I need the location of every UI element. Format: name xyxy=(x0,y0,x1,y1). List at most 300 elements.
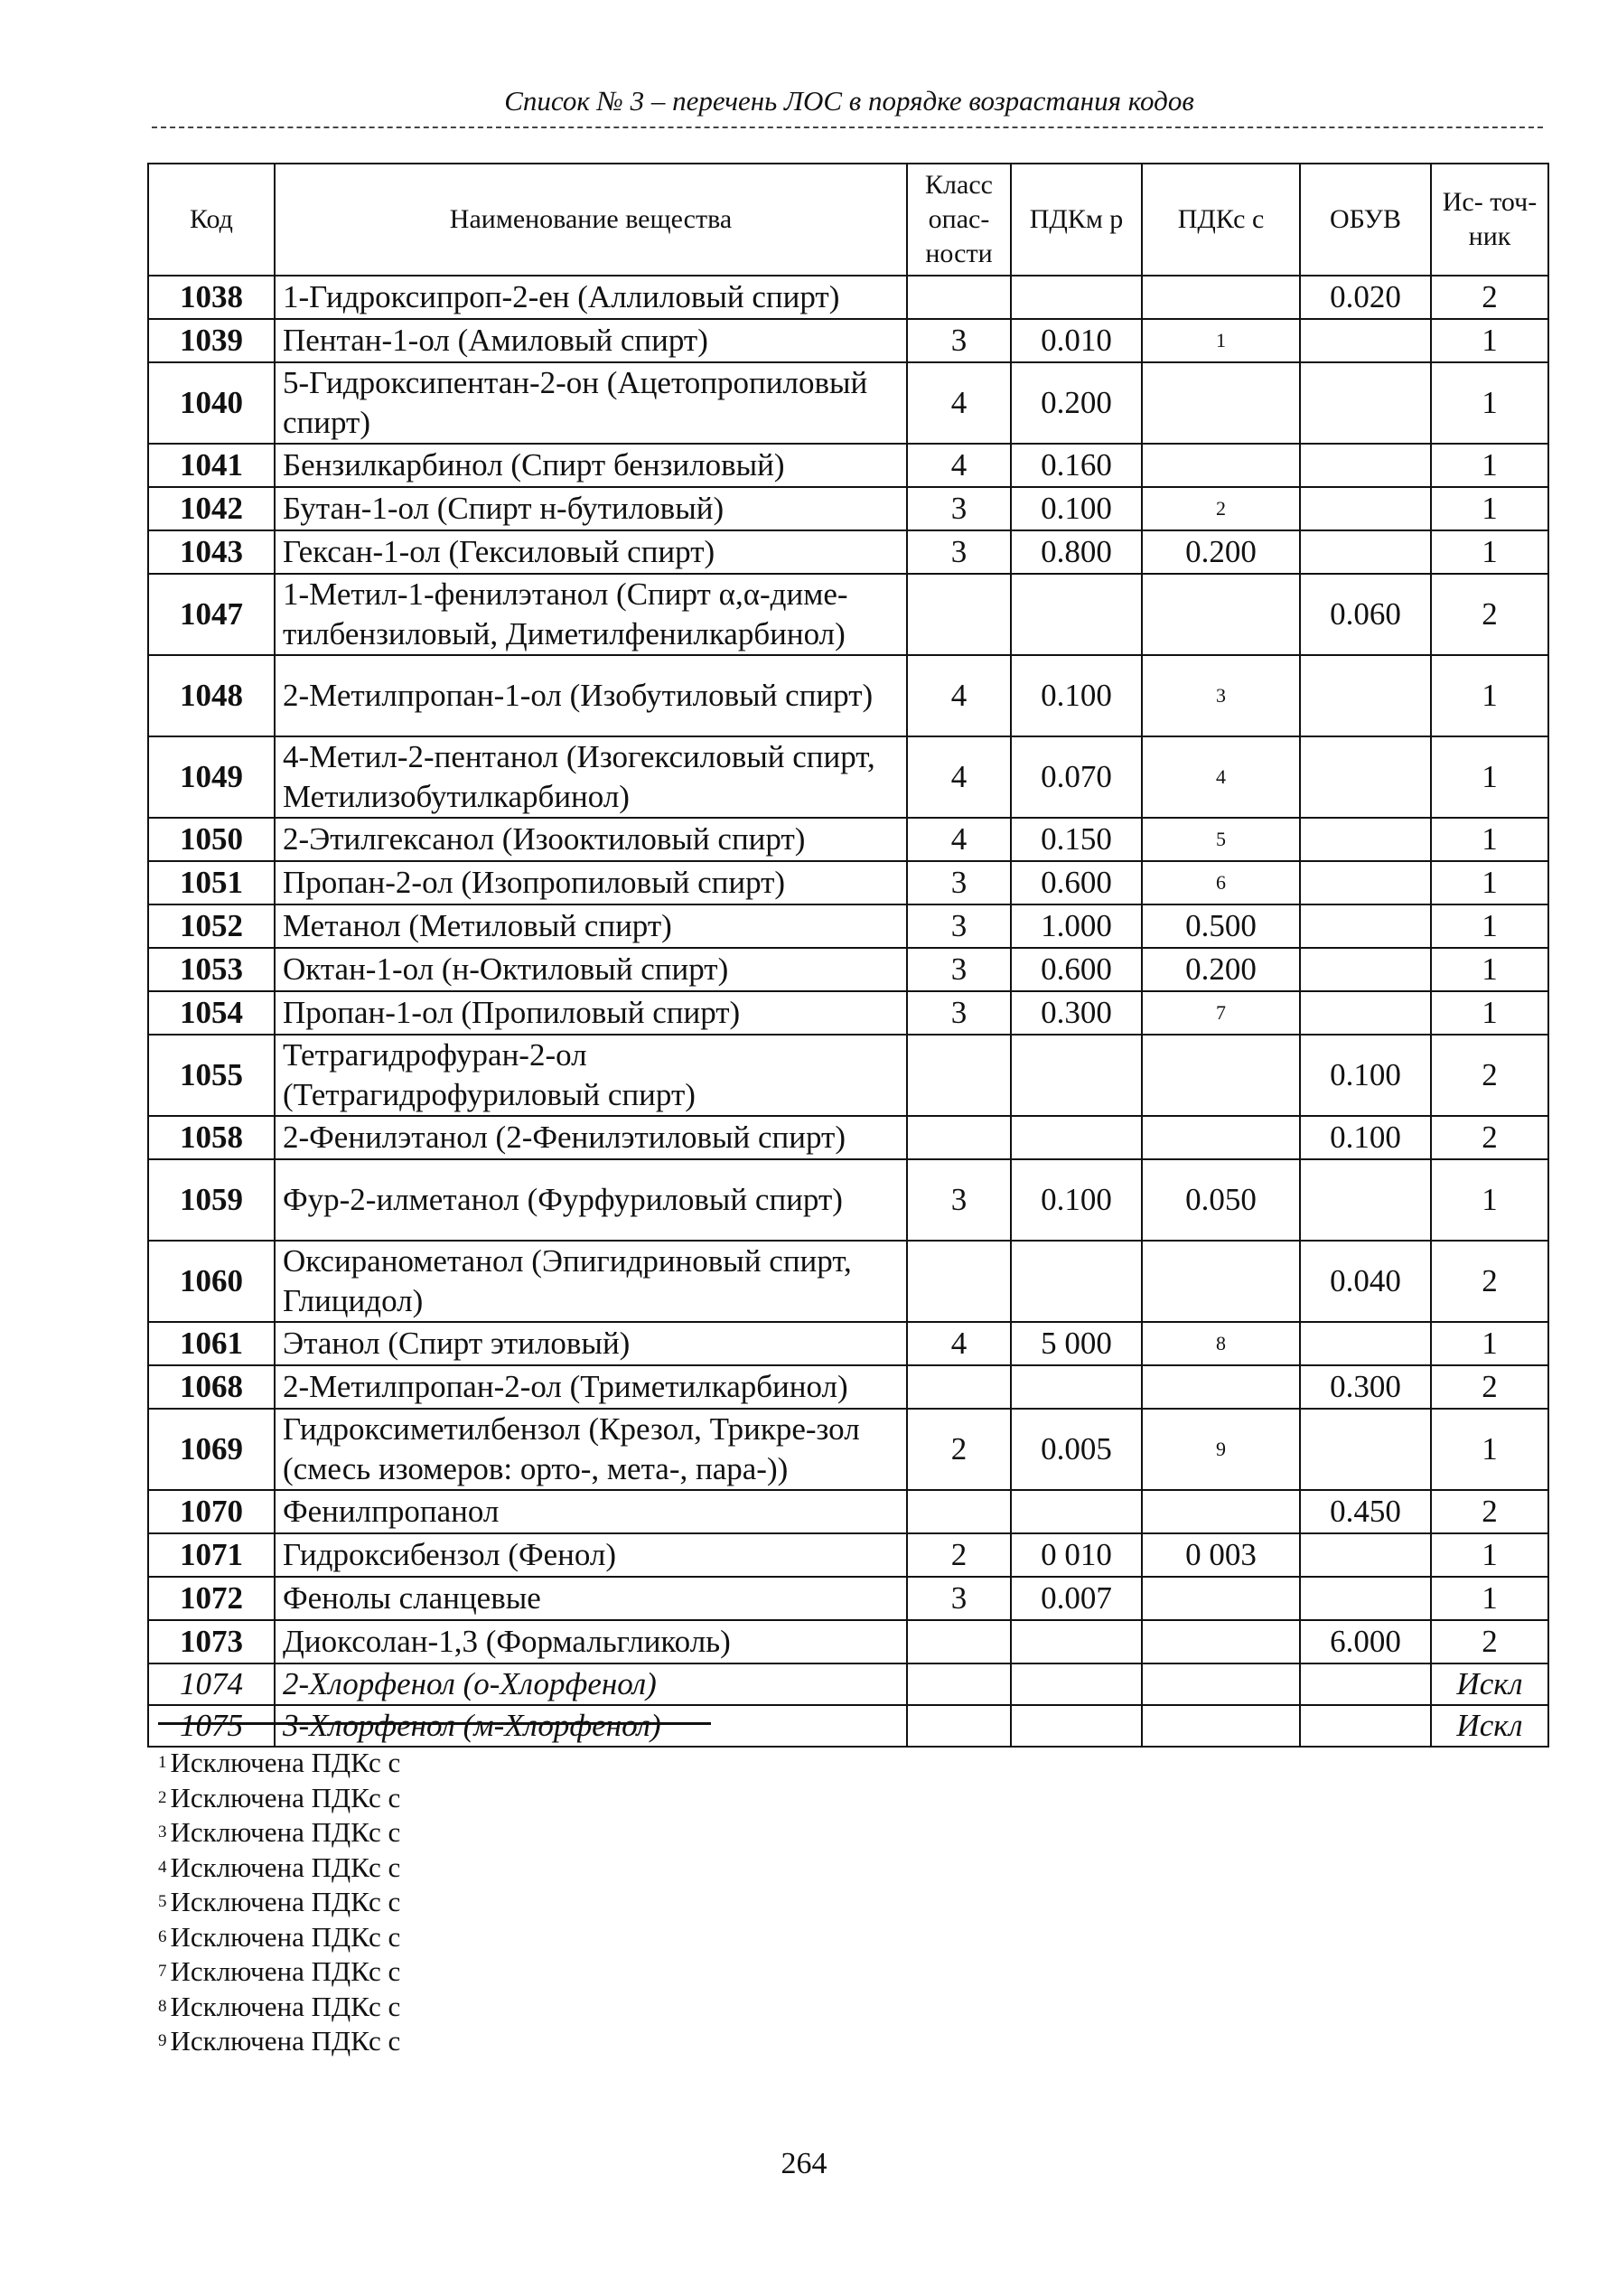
col-header-pdk-ss: ПДКс с xyxy=(1142,164,1300,276)
cell-text: 4 xyxy=(950,385,968,420)
table-row xyxy=(148,1533,1548,1577)
cell-name xyxy=(275,444,907,487)
cell-text: 0.100 xyxy=(1041,1182,1112,1217)
cell-text: 0.150 xyxy=(1041,821,1112,857)
cell-text: 0.300 xyxy=(1330,1369,1401,1404)
cell-text: 1 xyxy=(1482,908,1498,943)
cell-text: Фенилпропанол xyxy=(283,1494,500,1529)
cell-text: 1 xyxy=(1482,865,1498,900)
footnote-number: 2 xyxy=(158,1787,167,1807)
cell-pdk-mr xyxy=(1011,487,1142,530)
cell-obuv xyxy=(1300,991,1431,1035)
cell-source xyxy=(1431,861,1548,904)
cell-hazard xyxy=(907,1409,1011,1490)
cell-pdk-ss xyxy=(1142,655,1300,736)
cell-source xyxy=(1431,1241,1548,1322)
footnote xyxy=(158,1990,400,2025)
cell-text: 0.040 xyxy=(1330,1263,1401,1298)
col-header-hazard: Класс опас- ности xyxy=(907,164,1011,276)
cell-text: 1071 xyxy=(180,1537,243,1572)
cell-text: 0 010 xyxy=(1041,1537,1112,1572)
cell-name xyxy=(275,362,907,444)
cell-text: 1070 xyxy=(180,1494,243,1529)
table-row xyxy=(148,1035,1548,1116)
cell-pdk-mr xyxy=(1011,861,1142,904)
cell-hazard xyxy=(907,1533,1011,1577)
cell-source xyxy=(1431,362,1548,444)
cell-code xyxy=(148,1663,275,1705)
cell-hazard xyxy=(907,1035,1011,1116)
cell-obuv xyxy=(1300,1577,1431,1620)
table-row xyxy=(148,1490,1548,1533)
cell-text: 1060 xyxy=(180,1263,243,1298)
cell-pdk-mr xyxy=(1011,362,1142,444)
cell-hazard xyxy=(907,1322,1011,1365)
cell-source xyxy=(1431,1365,1548,1409)
cell-text: 1 xyxy=(1482,678,1498,713)
footnote-number: 5 xyxy=(158,1892,167,1911)
cell-text: 1041 xyxy=(180,447,243,483)
cell-hazard xyxy=(907,1663,1011,1705)
cell-source xyxy=(1431,1620,1548,1663)
cell-code xyxy=(148,487,275,530)
table-row xyxy=(148,736,1548,818)
cell-hazard xyxy=(907,1577,1011,1620)
cell-text: 1053 xyxy=(180,951,243,987)
cell-name xyxy=(275,991,907,1035)
cell-text: 1 xyxy=(1482,323,1498,358)
cell-text: 0.100 xyxy=(1041,678,1112,713)
cell-pdk-mr xyxy=(1011,736,1142,818)
cell-hazard xyxy=(907,444,1011,487)
cell-source xyxy=(1431,1577,1548,1620)
cell-text: 1 xyxy=(1482,491,1498,526)
cell-hazard xyxy=(907,1490,1011,1533)
cell-obuv xyxy=(1300,530,1431,574)
cell-text: 2-Метилпропан-1-ол (Изобутиловый спирт) xyxy=(283,678,874,713)
table-row xyxy=(148,444,1548,487)
cell-text: Диоксолан-1,3 (Формальгликоль) xyxy=(283,1624,731,1659)
cell-code xyxy=(148,1490,275,1533)
cell-text: 2 xyxy=(1482,279,1498,314)
cell-code xyxy=(148,1409,275,1490)
cell-name xyxy=(275,276,907,319)
cell-name xyxy=(275,818,907,861)
cell-obuv xyxy=(1300,655,1431,736)
cell-text: 2-Фенилэтанол (2-Фенилэтиловый спирт) xyxy=(283,1120,846,1155)
footnote-ref: 5 xyxy=(1216,828,1226,850)
cell-text: 0.050 xyxy=(1185,1182,1257,1217)
cell-text: 1051 xyxy=(180,865,243,900)
table-row xyxy=(148,1663,1548,1705)
footnote-number: 9 xyxy=(158,2031,167,2050)
cell-hazard xyxy=(907,818,1011,861)
cell-name xyxy=(275,1533,907,1577)
cell-text: Бутан-1-ол (Спирт н-бутиловый) xyxy=(283,491,725,526)
footnotes xyxy=(158,1746,400,2059)
footnote xyxy=(158,1815,400,1851)
cell-hazard xyxy=(907,861,1011,904)
cell-text: Пропан-2-ол (Изопропиловый спирт) xyxy=(283,865,786,900)
cell-hazard xyxy=(907,736,1011,818)
cell-pdk-mr xyxy=(1011,530,1142,574)
table-row xyxy=(148,1365,1548,1409)
cell-text: 0.060 xyxy=(1330,596,1401,632)
cell-hazard xyxy=(907,1241,1011,1322)
cell-code xyxy=(148,904,275,948)
cell-pdk-ss xyxy=(1142,948,1300,991)
cell-pdk-mr xyxy=(1011,1577,1142,1620)
cell-pdk-ss xyxy=(1142,530,1300,574)
footnote-number: 3 xyxy=(158,1823,167,1841)
cell-text: 0.100 xyxy=(1041,491,1112,526)
footnote-ref: 2 xyxy=(1216,497,1226,520)
cell-text: 3 xyxy=(950,951,968,987)
cell-text: 0.300 xyxy=(1041,995,1112,1030)
cell-text: 0.450 xyxy=(1330,1494,1401,1529)
cell-source xyxy=(1431,991,1548,1035)
footnote-text: Исключена ПДКс с xyxy=(170,1816,401,1848)
cell-name xyxy=(275,1577,907,1620)
table-row xyxy=(148,530,1548,574)
cell-pdk-mr xyxy=(1011,1620,1142,1663)
cell-name xyxy=(275,1241,907,1322)
cell-name xyxy=(275,574,907,655)
table-row xyxy=(148,1116,1548,1159)
cell-text: 1 xyxy=(1482,759,1498,794)
cell-text: 3 xyxy=(950,908,968,943)
cell-pdk-ss xyxy=(1142,1035,1300,1116)
cell-pdk-mr xyxy=(1011,1490,1142,1533)
cell-obuv xyxy=(1300,1241,1431,1322)
cell-name xyxy=(275,1365,907,1409)
cell-text: Фур-2-илметанол (Фурфуриловый спирт) xyxy=(283,1182,843,1217)
table-row xyxy=(148,574,1548,655)
table-row xyxy=(148,319,1548,362)
cell-obuv xyxy=(1300,362,1431,444)
table-row xyxy=(148,362,1548,444)
header-rule xyxy=(152,127,1543,128)
table-row xyxy=(148,904,1548,948)
cell-text: 4 xyxy=(950,447,968,483)
footnote-number: 4 xyxy=(158,1857,167,1877)
cell-pdk-ss xyxy=(1142,1241,1300,1322)
cell-pdk-mr xyxy=(1011,1116,1142,1159)
cell-source xyxy=(1431,487,1548,530)
footnote-number: 7 xyxy=(158,1962,167,1981)
cell-text: Тетрагидрофуран-2-ол (Тетрагидрофуриловый спирт) xyxy=(283,1037,696,1112)
cell-text: Гидроксиметилбензол (Крезол, Трикре-зол (смесь изомеров: орто-, мета-, пара-)) xyxy=(283,1411,860,1486)
cell-text: 4 xyxy=(950,1326,968,1361)
table-row xyxy=(148,1409,1548,1490)
footnote-ref: 3 xyxy=(1216,684,1226,707)
footnote-text: Исключена ПДКс с xyxy=(170,1747,401,1778)
table-row xyxy=(148,948,1548,991)
cell-text: 2 xyxy=(950,1431,968,1467)
cell-pdk-ss xyxy=(1142,1533,1300,1577)
cell-source xyxy=(1431,818,1548,861)
cell-pdk-mr xyxy=(1011,1533,1142,1577)
cell-code xyxy=(148,948,275,991)
cell-code xyxy=(148,991,275,1035)
cell-text: 1061 xyxy=(180,1326,243,1361)
cell-hazard xyxy=(907,1620,1011,1663)
cell-obuv xyxy=(1300,1705,1431,1747)
cell-text: Октан-1-ол (н-Октиловый спирт) xyxy=(283,951,729,987)
cell-source xyxy=(1431,1663,1548,1705)
cell-hazard xyxy=(907,904,1011,948)
cell-pdk-ss xyxy=(1142,574,1300,655)
footnote-text: Исключена ПДКс с xyxy=(170,1886,401,1917)
cell-hazard xyxy=(907,574,1011,655)
cell-text: 0.005 xyxy=(1041,1431,1112,1467)
cell-text: 0.020 xyxy=(1330,279,1401,314)
cell-text: Метанол (Метиловый спирт) xyxy=(283,908,672,943)
cell-text: 1043 xyxy=(180,534,243,569)
cell-text: 0.010 xyxy=(1041,323,1112,358)
col-header-source: Ис- точ- ник xyxy=(1431,164,1548,276)
cell-source xyxy=(1431,574,1548,655)
cell-name xyxy=(275,487,907,530)
table-row xyxy=(148,487,1548,530)
cell-pdk-ss xyxy=(1142,904,1300,948)
cell-text: 3 xyxy=(950,1182,968,1217)
cell-obuv xyxy=(1300,1620,1431,1663)
cell-text: 1 xyxy=(1482,951,1498,987)
cell-text: 1068 xyxy=(180,1369,243,1404)
cell-obuv xyxy=(1300,948,1431,991)
cell-text: 1 xyxy=(1482,447,1498,483)
cell-text: 2 xyxy=(1482,596,1498,632)
cell-code xyxy=(148,530,275,574)
table-row xyxy=(148,818,1548,861)
cell-text: 0.200 xyxy=(1185,534,1257,569)
cell-name xyxy=(275,861,907,904)
cell-source xyxy=(1431,276,1548,319)
cell-text: 4 xyxy=(950,759,968,794)
cell-name xyxy=(275,1490,907,1533)
cell-name xyxy=(275,1322,907,1365)
cell-hazard xyxy=(907,319,1011,362)
cell-text: 2-Хлорфенол (о-Хлорфенол) xyxy=(283,1666,657,1701)
cell-text: 6.000 xyxy=(1330,1624,1401,1659)
cell-text: 0.800 xyxy=(1041,534,1112,569)
cell-pdk-mr xyxy=(1011,948,1142,991)
cell-source xyxy=(1431,1705,1548,1747)
cell-text: 1042 xyxy=(180,491,243,526)
cell-text: 1 xyxy=(1482,995,1498,1030)
cell-text: 0.600 xyxy=(1041,951,1112,987)
cell-text: 2 xyxy=(1482,1263,1498,1298)
table-header-row xyxy=(148,164,1548,276)
cell-source xyxy=(1431,1533,1548,1577)
cell-hazard xyxy=(907,487,1011,530)
cell-code xyxy=(148,1705,275,1747)
cell-text: 3 xyxy=(950,534,968,569)
cell-code xyxy=(148,655,275,736)
footnote xyxy=(158,1920,400,1955)
cell-source xyxy=(1431,444,1548,487)
cell-pdk-ss xyxy=(1142,1705,1300,1747)
cell-pdk-mr xyxy=(1011,1663,1142,1705)
cell-name xyxy=(275,319,907,362)
cell-text: 2 xyxy=(950,1537,968,1572)
cell-name xyxy=(275,1705,907,1747)
cell-code xyxy=(148,1533,275,1577)
cell-code xyxy=(148,861,275,904)
cell-obuv xyxy=(1300,444,1431,487)
cell-source xyxy=(1431,1035,1548,1116)
cell-text: Бензилкарбинол (Спирт бензиловый) xyxy=(283,447,785,483)
cell-name xyxy=(275,1663,907,1705)
footnote-ref: 6 xyxy=(1216,871,1226,894)
cell-text: 5-Гидроксипентан-2-он (Ацетопропиловый спирт) xyxy=(283,365,868,440)
cell-name xyxy=(275,736,907,818)
cell-text: 4 xyxy=(950,821,968,857)
cell-text: 0.600 xyxy=(1041,865,1112,900)
cell-name xyxy=(275,948,907,991)
cell-text: 1 xyxy=(1482,1326,1498,1361)
col-header-obuv: ОБУВ xyxy=(1300,164,1431,276)
cell-name xyxy=(275,1116,907,1159)
footnote-number: 1 xyxy=(158,1753,167,1772)
footnote xyxy=(158,1746,400,1781)
table-row xyxy=(148,1241,1548,1322)
cell-text: 1.000 xyxy=(1041,908,1112,943)
cell-obuv xyxy=(1300,319,1431,362)
cell-name xyxy=(275,1035,907,1116)
cell-pdk-ss xyxy=(1142,487,1300,530)
cell-text: 1 xyxy=(1482,1537,1498,1572)
cell-pdk-mr xyxy=(1011,991,1142,1035)
cell-source xyxy=(1431,948,1548,991)
cell-text: 1040 xyxy=(180,385,243,420)
cell-hazard xyxy=(907,655,1011,736)
cell-code xyxy=(148,1035,275,1116)
cell-obuv xyxy=(1300,487,1431,530)
cell-text: Гексан-1-ол (Гексиловый спирт) xyxy=(283,534,715,569)
footnote-text: Исключена ПДКс с xyxy=(170,1955,401,1987)
cell-hazard xyxy=(907,530,1011,574)
cell-text: 1072 xyxy=(180,1580,243,1616)
cell-text: 0.200 xyxy=(1041,385,1112,420)
cell-text: 1074 xyxy=(180,1666,243,1701)
cell-pdk-mr xyxy=(1011,1035,1142,1116)
footnote-ref: 8 xyxy=(1216,1332,1226,1354)
cell-pdk-mr xyxy=(1011,276,1142,319)
cell-obuv xyxy=(1300,1322,1431,1365)
cell-source xyxy=(1431,736,1548,818)
cell-text: 5 000 xyxy=(1041,1326,1112,1361)
cell-hazard xyxy=(907,948,1011,991)
cell-text: 1038 xyxy=(180,279,243,314)
cell-obuv xyxy=(1300,1490,1431,1533)
cell-text: 1048 xyxy=(180,678,243,713)
cell-text: 1050 xyxy=(180,821,243,857)
cell-hazard xyxy=(907,1159,1011,1241)
cell-text: 1 xyxy=(1482,1580,1498,1616)
cell-text: 1075 xyxy=(180,1708,243,1743)
cell-text: Фенолы сланцевые xyxy=(283,1580,541,1616)
cell-pdk-ss xyxy=(1142,319,1300,362)
table-row xyxy=(148,1577,1548,1620)
cell-source xyxy=(1431,1159,1548,1241)
footnote-ref: 7 xyxy=(1216,1001,1226,1024)
cell-obuv xyxy=(1300,736,1431,818)
cell-pdk-mr xyxy=(1011,904,1142,948)
footnote-number: 6 xyxy=(158,1926,167,1946)
cell-hazard xyxy=(907,1116,1011,1159)
cell-name xyxy=(275,530,907,574)
cell-text: 2-Этилгексанол (Изооктиловый спирт) xyxy=(283,821,806,857)
cell-text: 1-Гидроксипроп-2-ен (Аллиловый спирт) xyxy=(283,279,840,314)
cell-text: 1069 xyxy=(180,1431,243,1467)
cell-text: 0.200 xyxy=(1185,951,1257,987)
cell-text: 2 xyxy=(1482,1624,1498,1659)
cell-obuv xyxy=(1300,276,1431,319)
table-row xyxy=(148,276,1548,319)
cell-code xyxy=(148,1620,275,1663)
cell-pdk-mr xyxy=(1011,574,1142,655)
cell-obuv xyxy=(1300,1663,1431,1705)
cell-pdk-ss xyxy=(1142,991,1300,1035)
footnote-number: 8 xyxy=(158,1996,167,2016)
cell-hazard xyxy=(907,1365,1011,1409)
cell-text: 1073 xyxy=(180,1624,243,1659)
footnote-text: Исключена ПДКс с xyxy=(170,1851,401,1883)
cell-pdk-mr xyxy=(1011,1409,1142,1490)
cell-text: Пентан-1-ол (Амиловый спирт) xyxy=(283,323,708,358)
cell-text: 3 xyxy=(950,1580,968,1616)
cell-obuv xyxy=(1300,1159,1431,1241)
cell-obuv xyxy=(1300,574,1431,655)
cell-text: 1-Метил-1-фенилэтанол (Спирт α,α-диме-тилбензиловый, Диметилфенилкарбинол) xyxy=(283,576,848,651)
cell-pdk-ss xyxy=(1142,1116,1300,1159)
footnote-text: Исключена ПДКс с xyxy=(170,2025,401,2057)
cell-pdk-mr xyxy=(1011,655,1142,736)
cell-text: 1 xyxy=(1482,534,1498,569)
footnote-rule xyxy=(158,1722,711,1725)
cell-text: 4 xyxy=(950,678,968,713)
cell-pdk-mr xyxy=(1011,1705,1142,1747)
table-row xyxy=(148,1322,1548,1365)
cell-name xyxy=(275,1409,907,1490)
cell-text: 2 xyxy=(1482,1369,1498,1404)
cell-text: 0 003 xyxy=(1185,1537,1257,1572)
page-number: 264 xyxy=(781,2147,827,2180)
table-row xyxy=(148,1705,1548,1747)
cell-source xyxy=(1431,655,1548,736)
table-row xyxy=(148,1159,1548,1241)
cell-text: Искл xyxy=(1456,1666,1523,1701)
cell-text: 2-Метилпропан-2-ол (Триметилкарбинол) xyxy=(283,1369,848,1404)
cell-source xyxy=(1431,1116,1548,1159)
footnote-text: Исключена ПДКс с xyxy=(170,1781,401,1813)
cell-obuv xyxy=(1300,904,1431,948)
cell-pdk-ss xyxy=(1142,276,1300,319)
cell-text: 1039 xyxy=(180,323,243,358)
cell-obuv xyxy=(1300,1035,1431,1116)
table-row xyxy=(148,1620,1548,1663)
cell-pdk-ss xyxy=(1142,444,1300,487)
cell-pdk-ss xyxy=(1142,818,1300,861)
cell-hazard xyxy=(907,276,1011,319)
footnote-ref: 4 xyxy=(1216,765,1226,788)
cell-pdk-ss xyxy=(1142,1159,1300,1241)
page-title: Список № 3 – перечень ЛОС в порядке возрастания кодов xyxy=(504,85,1194,117)
cell-text: 1 xyxy=(1482,385,1498,420)
cell-pdk-mr xyxy=(1011,1159,1142,1241)
